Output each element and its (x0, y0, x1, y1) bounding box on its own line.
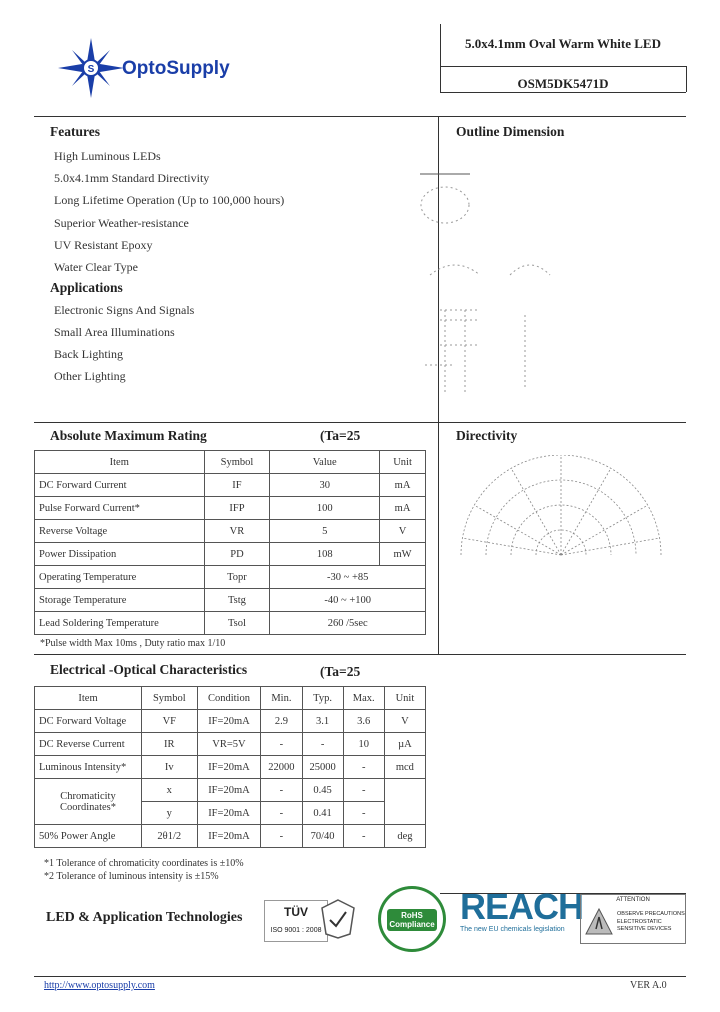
cell: - (343, 756, 384, 779)
esd-badge (580, 894, 686, 944)
cell: µA (384, 733, 425, 756)
directivity-diagram (456, 455, 666, 565)
cell: VF (142, 710, 198, 733)
table-row (35, 520, 426, 543)
section-divider-2 (34, 654, 686, 655)
cell: IF (204, 474, 270, 497)
cell: mA (380, 497, 426, 520)
outline-drawing (400, 160, 570, 400)
tuv-text: TÜV (284, 905, 308, 919)
cell: IFP (204, 497, 270, 520)
cell: Chromaticity Coordinates* (35, 779, 142, 825)
feature-item: 5.0x4.1mm Standard Directivity (54, 171, 210, 185)
abs-max-note: *Pulse width Max 10ms , Duty ratio max 1/10 (40, 638, 226, 649)
cell: mA (380, 474, 426, 497)
feature-item: Long Lifetime Operation (Up to 100,000 hours) (54, 193, 285, 207)
cell: 50% Power Angle (35, 825, 142, 848)
header-cell: Symbol (142, 687, 198, 710)
outline-heading: Outline Dimension (456, 124, 565, 139)
cell: - (261, 733, 302, 756)
header-divider (34, 116, 686, 117)
cell: Tsol (204, 612, 270, 635)
footer-tagline: LED & Application Technologies (46, 910, 243, 925)
cell: 22000 (261, 756, 302, 779)
cell: 0.41 (302, 802, 343, 825)
cell: 108 (270, 543, 380, 566)
abs-max-table (34, 450, 426, 635)
cell: Iv (142, 756, 198, 779)
cell: IF=20mA (197, 802, 261, 825)
header-cell: Condition (197, 687, 261, 710)
rohs-badge (378, 886, 446, 952)
table-row (35, 710, 426, 733)
eo-note: *1 Tolerance of chromaticity coordinates is ±10% (44, 858, 244, 869)
brand-logo (58, 38, 273, 98)
table-row (35, 474, 426, 497)
cell: 3.1 (302, 710, 343, 733)
cell: VR=5V (197, 733, 261, 756)
table-row (35, 612, 426, 635)
cell (384, 779, 425, 825)
header-cell: Typ. (302, 687, 343, 710)
table-row (35, 566, 426, 589)
version-label: VER A.0 (630, 980, 667, 991)
header-cell: Value (270, 451, 380, 474)
cell: deg (384, 825, 425, 848)
cell: IF=20mA (197, 710, 261, 733)
esd-warning-icon (584, 907, 614, 937)
cell: - (343, 825, 384, 848)
column-divider-2 (438, 422, 439, 654)
cell: - (261, 825, 302, 848)
cell: Luminous Intensity* (35, 756, 142, 779)
cell: DC Forward Voltage (35, 710, 142, 733)
abs-max-heading: Absolute Maximum Rating (50, 428, 207, 443)
feature-item: Superior Weather-resistance (54, 216, 189, 230)
directivity-heading: Directivity (456, 428, 518, 443)
cell: IF=20mA (197, 779, 261, 802)
cell: 2.9 (261, 710, 302, 733)
website-link[interactable]: http://www.optosupply.com (44, 980, 155, 991)
title-box (440, 24, 686, 92)
cell: IF=20mA (197, 825, 261, 848)
table-row (35, 779, 426, 802)
eo-note: *2 Tolerance of luminous intensity is ±15% (44, 871, 219, 882)
cell: 5 (270, 520, 380, 543)
cell: 100 (270, 497, 380, 520)
cell: - (261, 802, 302, 825)
reach-subtext: The new EU chemicals legislation (460, 926, 565, 933)
table-header-row (35, 687, 426, 710)
cell: - (343, 779, 384, 802)
part-number: OSM5DK5471D (517, 76, 609, 91)
cell: Pulse Forward Current* (35, 497, 205, 520)
table-row (35, 756, 426, 779)
cell: 0.45 (302, 779, 343, 802)
application-item: Electronic Signs And Signals (54, 303, 195, 317)
cell: V (384, 710, 425, 733)
table-row (35, 733, 426, 756)
cell: mW (380, 543, 426, 566)
cell: Operating Temperature (35, 566, 205, 589)
rohs-text: RoHS Compliance (387, 909, 437, 931)
product-title: 5.0x4.1mm Oval Warm White LED (465, 36, 661, 51)
cell: DC Reverse Current (35, 733, 142, 756)
bottom-divider (34, 976, 686, 977)
cell: 3.6 (343, 710, 384, 733)
cell: DC Forward Current (35, 474, 205, 497)
header-cell: Min. (261, 687, 302, 710)
star-logo-icon (58, 38, 128, 98)
esd-title: ATTENTION (616, 897, 650, 903)
application-item: Small Area Illuminations (54, 325, 175, 339)
applications-heading: Applications (50, 280, 123, 295)
iso-text: ISO 9001 : 2008 (270, 927, 322, 934)
cell: mcd (384, 756, 425, 779)
brand-name: OptoSupply (122, 58, 230, 79)
cell: x (142, 779, 198, 802)
table-row (35, 497, 426, 520)
cell: Lead Soldering Temperature (35, 612, 205, 635)
header-cell: Item (35, 451, 205, 474)
esd-text-1: OBSERVE PRECAUTIONS (617, 911, 685, 917)
cell: Topr (204, 566, 270, 589)
header-cell: Max. (343, 687, 384, 710)
cell: Storage Temperature (35, 589, 205, 612)
table-row (35, 589, 426, 612)
cell: Power Dissipation (35, 543, 205, 566)
cell: IR (142, 733, 198, 756)
svg-text:S: S (87, 64, 95, 75)
cell: 25000 (302, 756, 343, 779)
esd-text-2: ELECTROSTATIC SENSITIVE DEVICES (617, 919, 672, 932)
cell: V (380, 520, 426, 543)
header-cell: Symbol (204, 451, 270, 474)
cell: Tstg (204, 589, 270, 612)
application-item: Other Lighting (54, 369, 126, 383)
cell: 30 (270, 474, 380, 497)
cell: 260 /5sec (270, 612, 426, 635)
cell: PD (204, 543, 270, 566)
cell: IF=20mA (197, 756, 261, 779)
eo-condition: (Ta=25 (320, 664, 361, 679)
table-header-row (35, 451, 426, 474)
section-divider-1 (34, 422, 686, 423)
cell: VR (204, 520, 270, 543)
cell: - (302, 733, 343, 756)
feature-item: High Luminous LEDs (54, 149, 161, 163)
feature-item: Water Clear Type (54, 260, 138, 274)
reach-text: REACH (460, 886, 584, 927)
application-item: Back Lighting (54, 347, 123, 361)
header-cell: Unit (384, 687, 425, 710)
features-heading: Features (50, 124, 100, 139)
eo-table (34, 686, 426, 848)
cell: y (142, 802, 198, 825)
feature-item: UV Resistant Epoxy (54, 238, 153, 252)
table-row (35, 543, 426, 566)
cell: - (343, 802, 384, 825)
reach-badge (460, 886, 584, 940)
table-row (35, 825, 426, 848)
cert-seal-icon (318, 898, 358, 940)
cell: 10 (343, 733, 384, 756)
cell: -40 ~ +100 (270, 589, 426, 612)
abs-max-condition: (Ta=25 (320, 428, 361, 443)
cell: - (261, 779, 302, 802)
cell: -30 ~ +85 (270, 566, 426, 589)
header-cell: Unit (380, 451, 426, 474)
cell: Reverse Voltage (35, 520, 205, 543)
cell: 2θ1/2 (142, 825, 198, 848)
header-cell: Item (35, 687, 142, 710)
eo-heading: Electrical -Optical Characteristics (50, 662, 248, 677)
cell: 70/40 (302, 825, 343, 848)
